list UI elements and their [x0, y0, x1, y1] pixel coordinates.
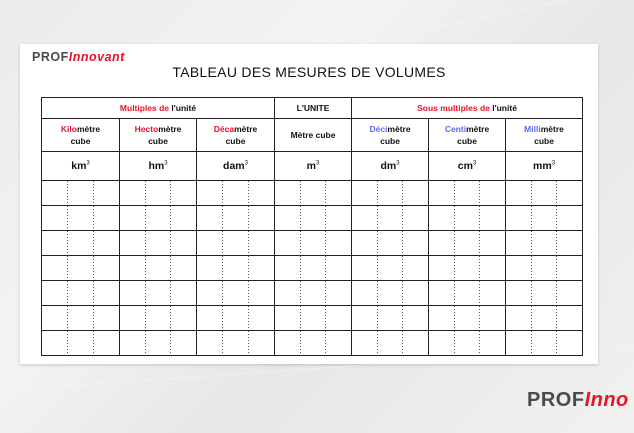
- unit-name-cell: Kilomètre cube: [42, 119, 120, 152]
- entry-cell[interactable]: [352, 331, 429, 356]
- brand-logo: [32, 50, 125, 64]
- entry-cell[interactable]: [506, 206, 583, 231]
- unit-name-row: [42, 119, 583, 152]
- entry-cell[interactable]: [275, 231, 352, 256]
- empty-entry-row: [42, 256, 583, 281]
- entry-cell[interactable]: [506, 256, 583, 281]
- entry-cell[interactable]: [197, 256, 275, 281]
- entry-cell[interactable]: [42, 306, 120, 331]
- entry-cell[interactable]: [120, 306, 197, 331]
- entry-cell[interactable]: [352, 206, 429, 231]
- entry-cell[interactable]: [275, 181, 352, 206]
- entry-cell[interactable]: [275, 331, 352, 356]
- entry-cell[interactable]: [42, 181, 120, 206]
- entry-cell[interactable]: [275, 281, 352, 306]
- multiples-header: Multiples de l'unité: [42, 98, 275, 119]
- empty-entry-row: [42, 181, 583, 206]
- unit-name-cell: Centimètre cube: [429, 119, 506, 152]
- entry-cell[interactable]: [429, 306, 506, 331]
- entry-cell[interactable]: [352, 306, 429, 331]
- entry-cell[interactable]: [352, 281, 429, 306]
- entry-cell[interactable]: [275, 256, 352, 281]
- entry-cell[interactable]: [120, 231, 197, 256]
- brand-logo-prof: PROF: [32, 50, 69, 64]
- entry-cell[interactable]: [197, 331, 275, 356]
- entry-cell[interactable]: [506, 306, 583, 331]
- group-header-row: [42, 98, 583, 119]
- entry-cell[interactable]: [120, 281, 197, 306]
- entry-cell[interactable]: [42, 206, 120, 231]
- unit-name-cell: Hectomètre cube: [120, 119, 197, 152]
- entry-cell[interactable]: [120, 181, 197, 206]
- entry-cell[interactable]: [197, 181, 275, 206]
- unit-symbol-cell: $dm^3$: [352, 152, 429, 181]
- brand-logo-innovant: Innovant: [68, 50, 125, 64]
- entry-cell[interactable]: [197, 206, 275, 231]
- entry-cell[interactable]: [429, 281, 506, 306]
- entry-cell[interactable]: [42, 256, 120, 281]
- entry-cell[interactable]: [197, 281, 275, 306]
- entry-cell[interactable]: [506, 331, 583, 356]
- entry-cell[interactable]: [429, 206, 506, 231]
- empty-entry-row: [42, 206, 583, 231]
- entry-cell[interactable]: [120, 206, 197, 231]
- entry-cell[interactable]: [352, 256, 429, 281]
- unit-name-cell: Décamètre cube: [197, 119, 275, 152]
- submultiples-header: Sous multiples de l'unité: [352, 98, 583, 119]
- entry-cell[interactable]: [42, 231, 120, 256]
- entry-cell[interactable]: [429, 331, 506, 356]
- entry-cell[interactable]: [506, 281, 583, 306]
- unit-symbol-cell: dam$^3$: [197, 152, 275, 181]
- unit-symbol-row: [42, 152, 583, 181]
- brand-watermark: [527, 389, 629, 412]
- entry-cell[interactable]: [506, 231, 583, 256]
- entry-cell[interactable]: [120, 331, 197, 356]
- unit-symbol-cell: $mm^3$: [506, 152, 583, 181]
- worksheet: [20, 44, 598, 364]
- entry-cell[interactable]: [42, 281, 120, 306]
- empty-entry-row: [42, 231, 583, 256]
- unit-header: L'UNITE: [275, 98, 352, 119]
- entry-cell[interactable]: [120, 256, 197, 281]
- entry-cell[interactable]: [429, 181, 506, 206]
- unit-name-cell: Décimètre cube: [352, 119, 429, 152]
- entry-cell[interactable]: [352, 231, 429, 256]
- unit-name-cell: Mètre cube: [275, 119, 352, 152]
- brand-watermark-innovant: Inno: [584, 389, 629, 411]
- unit-symbol-cell: $hm^3$: [120, 152, 197, 181]
- entry-cell[interactable]: [275, 306, 352, 331]
- entry-cell[interactable]: [429, 256, 506, 281]
- empty-entry-row: [42, 331, 583, 356]
- empty-entry-row: [42, 281, 583, 306]
- entry-cell[interactable]: [429, 231, 506, 256]
- entry-cell[interactable]: [197, 231, 275, 256]
- entry-cell[interactable]: [506, 181, 583, 206]
- entry-cell[interactable]: [275, 206, 352, 231]
- entry-cell[interactable]: [42, 331, 120, 356]
- entry-cell[interactable]: [352, 181, 429, 206]
- empty-entry-row: [42, 306, 583, 331]
- page-title: TABLEAU DES MESURES DE VOLUMES: [172, 64, 446, 80]
- brand-watermark-prof: PROF: [527, 389, 585, 411]
- entry-cell[interactable]: [197, 306, 275, 331]
- unit-symbol-cell: $cm^3$: [429, 152, 506, 181]
- volume-conversion-table: [41, 97, 583, 356]
- unit-symbol-cell: $m^3$: [275, 152, 352, 181]
- unit-symbol-cell: $km^3$: [42, 152, 120, 181]
- unit-name-cell: Millimètre cube: [506, 119, 583, 152]
